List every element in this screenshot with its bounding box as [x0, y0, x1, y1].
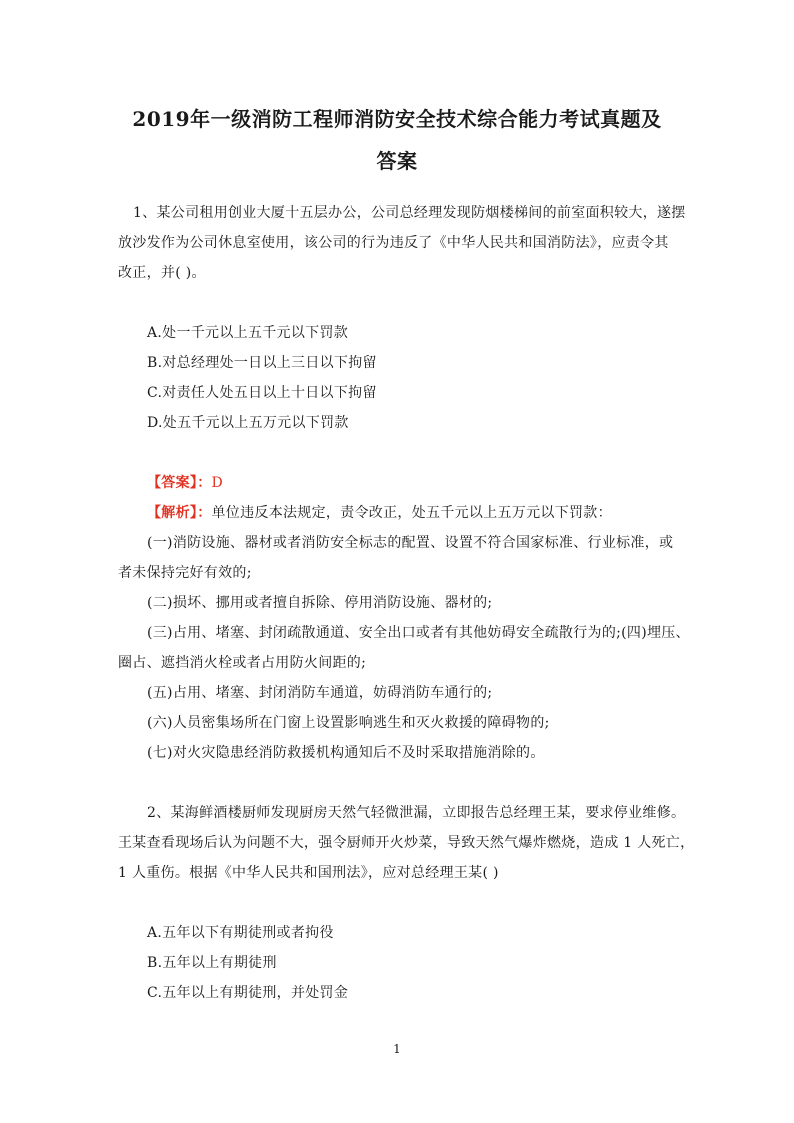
question-2-option-b: B.五年以上有期徒刑: [147, 955, 277, 971]
question-2-line-3: 1 人重伤。根据《中华人民共和国刑法》，应对总经理王某( ): [118, 865, 499, 881]
question-2-line-1: 2、某海鲜酒楼厨师发现厨房天然气轻微泄漏，立即报告总经理王某，要求停业维修。: [147, 805, 686, 821]
analysis-line-7: (六)人员密集场所在门窗上设置影响逃生和灭火救援的障碍物的;: [147, 715, 550, 731]
question-1-line-1: 1、某公司租用创业大厦十五层办公，公司总经理发现防烟楼梯间的前室面积较大，遂摆: [133, 205, 686, 221]
question-1-line-2: 放沙发作为公司休息室使用，该公司的行为违反了《中华人民共和国消防法》，应责令其: [118, 235, 669, 251]
question-1-answer: [147, 472, 223, 492]
answer-value: D: [211, 475, 224, 491]
analysis-line-1: (一)消防设施、器材或者消防安全标志的配置、设置不符合国家标准、行业标准，或: [147, 535, 674, 551]
document-title-line-2: 答案: [376, 149, 418, 173]
document-title-line-1: 2019年一级消防工程师消防安全技术综合能力考试真题及: [132, 107, 662, 131]
question-2-option-c: C.五年以上有期徒刑，并处罚金: [147, 985, 349, 1001]
question-2-line-2: 王某查看现场后认为问题不大，强令厨师开火炒菜，导致天然气爆炸燃烧，造成 1 人死亡，: [118, 835, 695, 851]
analysis-label: 【解析】：: [147, 505, 212, 521]
question-1-option-a: A.处一千元以上五千元以下罚款: [147, 325, 349, 341]
analysis-line-3: (二)损坏、挪用或者擅自拆除、停用消防设施、器材的;: [147, 595, 493, 611]
analysis-line-2: 者未保持完好有效的;: [118, 565, 252, 581]
question-1-option-d: D.处五千元以上五万元以下罚款: [147, 415, 349, 431]
analysis-line-6: (五)占用、堵塞、封闭消防车通道，妨碍消防车通行的;: [147, 685, 493, 701]
analysis-text: 单位违反本法规定，责令改正，处五千元以上五万元以下罚款：: [211, 505, 612, 521]
answer-label: 【答案】：: [147, 475, 212, 491]
question-2-option-a: A.五年以下有期徒刑或者拘役: [147, 925, 334, 941]
question-1-analysis: [147, 502, 612, 522]
analysis-line-4: (三)占用、堵塞、封闭疏散通道、安全出口或者有其他妨碍安全疏散行为的;(四)埋压、: [147, 625, 690, 641]
analysis-line-8: (七)对火灾隐患经消防救援机构通知后不及时采取措施消除的。: [147, 745, 545, 761]
question-1-option-c: C.对责任人处五日以上十日以下拘留: [147, 385, 377, 401]
analysis-line-5: 圈占、遮挡消火栓或者占用防火间距的;: [118, 655, 367, 671]
question-1-line-3: 改正，并( )。: [118, 265, 206, 281]
page-number: 1: [393, 1042, 401, 1056]
question-1-option-b: B.对总经理处一日以上三日以下拘留: [147, 355, 377, 371]
